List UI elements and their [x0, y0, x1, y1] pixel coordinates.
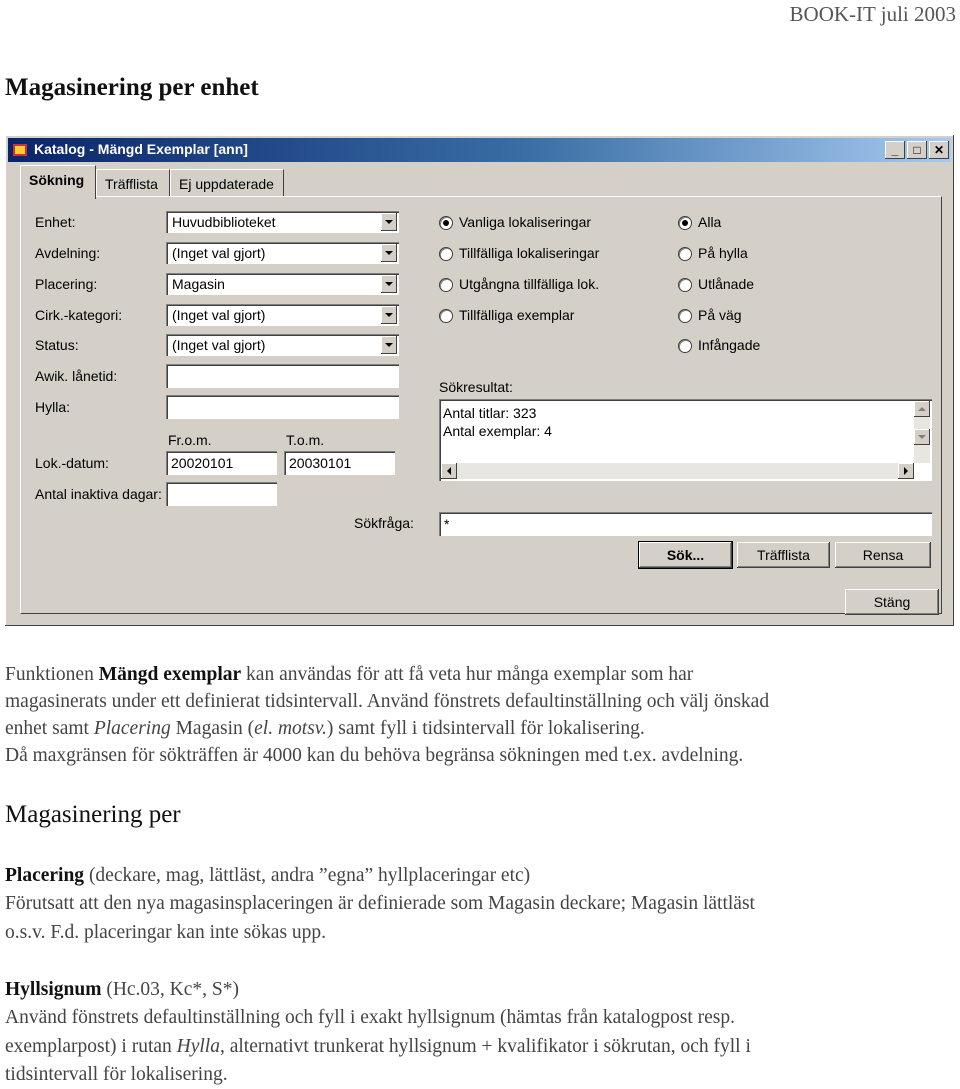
para2-line1 — [5, 861, 955, 890]
from-date-input[interactable]: 20020101 — [166, 451, 277, 475]
tom-date-input[interactable]: 20030101 — [284, 451, 395, 475]
radio-tillfalliga-ex[interactable] — [439, 309, 453, 323]
para3-line2: Använd fönstrets defaultinställning och fyll i exakt hyllsignum (hämtas från katalogpost resp. — [5, 1007, 736, 1028]
close-button[interactable]: Stäng — [845, 589, 939, 615]
avdelning-value: (Inget val gjort) — [172, 245, 266, 261]
result-label: Sökresultat: — [439, 379, 513, 395]
radio-infangade[interactable] — [678, 339, 692, 353]
text: kan användas för att få veta hur många exemplar som har — [241, 664, 694, 685]
cirk-select[interactable] — [166, 304, 399, 326]
bold-text: Placering — [5, 865, 85, 886]
text: enhet samt — [5, 718, 94, 739]
radio-tillfalliga-lok-label: Tillfälliga lokaliseringar — [459, 245, 600, 261]
avdelning-select[interactable] — [166, 242, 399, 264]
radio-tillfalliga-lok[interactable] — [439, 247, 453, 261]
italic-text: Hylla — [176, 1036, 220, 1057]
tom-label: T.o.m. — [286, 432, 325, 448]
awik-input[interactable] — [166, 364, 399, 388]
radio-alla[interactable] — [678, 216, 692, 230]
chevron-down-icon[interactable] — [381, 213, 397, 231]
radio-utgangna-label: Utgångna tillfälliga lok. — [459, 276, 600, 292]
placering-select[interactable] — [166, 273, 399, 295]
text: (Hc.03, Kc*, S*) — [101, 979, 240, 1000]
cirk-label: Cirk.-kategori: — [35, 307, 123, 323]
text: , alternativt trunkerat hyllsignum + kvalifikator i sökrutan, och fyll i — [219, 1036, 751, 1057]
radio-tillfalliga-ex-label: Tillfälliga exemplar — [459, 307, 575, 323]
hits-button[interactable]: Träfflista — [737, 542, 830, 568]
para2-line3: o.s.v. F.d. placeringar kan inte sökas upp. — [5, 922, 327, 943]
radio-pa-vag[interactable] — [678, 309, 692, 323]
enhet-label: Enhet: — [35, 214, 76, 230]
status-value: (Inget val gjort) — [172, 337, 266, 353]
bold-text: Hyllsignum — [5, 979, 102, 1000]
clear-button[interactable]: Rensa — [835, 542, 931, 568]
minimize-icon[interactable]: _ — [885, 141, 905, 159]
italic-text: Placering — [93, 718, 171, 739]
hylla-input[interactable] — [166, 395, 399, 419]
horizontal-scrollbar[interactable] — [441, 463, 914, 479]
radio-infangade-label: Infångade — [698, 337, 761, 353]
page-header: BOOK-IT juli 2003 — [789, 2, 956, 26]
para3-line3 — [5, 1032, 955, 1061]
result-titles: Antal titlar: 323 — [443, 405, 537, 421]
window-title: Katalog - Mängd Exemplar [ann] — [34, 141, 248, 157]
search-panel — [20, 196, 942, 614]
radio-utlanade[interactable] — [678, 278, 692, 292]
inaktiva-input[interactable] — [166, 482, 277, 506]
cirk-value: (Inget val gjort) — [172, 307, 266, 323]
inaktiva-label: Antal inaktiva dagar: — [35, 486, 162, 502]
awik-label: Awik. lånetid: — [35, 368, 118, 384]
scroll-up-icon[interactable] — [914, 401, 930, 417]
enhet-select[interactable] — [166, 211, 399, 233]
result-box — [439, 399, 932, 481]
para1-line2: magasinerats under ett definierat tidsintervall. Använd fönstrets defaultinställning och välj önskad — [5, 691, 770, 712]
hylla-label: Hylla: — [35, 399, 71, 415]
tab-ej-uppdaterade[interactable]: Ej uppdaterade — [170, 169, 284, 197]
query-input[interactable]: * — [439, 512, 932, 536]
scroll-left-icon[interactable] — [441, 463, 457, 479]
text: (deckare, mag, lättläst, andra ”egna” hyllplaceringar etc) — [84, 865, 531, 886]
para3-line1 — [5, 975, 955, 1004]
tab-trafflista[interactable]: Träfflista — [96, 169, 170, 197]
para2-line2: Förutsatt att den nya magasinsplaceringen är definierade som Magasin deckare; Magasin lättläst — [5, 893, 755, 914]
close-icon[interactable]: ✕ — [929, 141, 949, 159]
catalog-window — [4, 134, 955, 627]
status-label: Status: — [35, 337, 79, 353]
section-title: Magasinering per enhet — [5, 74, 259, 101]
window-titlebar — [8, 138, 951, 162]
chevron-down-icon[interactable] — [381, 336, 397, 354]
query-label-text: Sökfråga: — [354, 515, 414, 531]
placering-value: Magasin — [172, 276, 225, 292]
radio-utgangna[interactable] — [439, 278, 453, 292]
bold-text: Mängd exemplar — [98, 664, 242, 685]
radio-pa-hylla[interactable] — [678, 247, 692, 261]
chevron-down-icon[interactable] — [381, 306, 397, 324]
radio-pa-hylla-label: På hylla — [698, 245, 748, 261]
text: exemplarpost) i rutan — [5, 1036, 177, 1057]
para1-line4: Då maxgränsen för sökträffen är 4000 kan du behöva begränsa sökningen med t.ex. avdelning. — [5, 745, 744, 766]
enhet-value: Huvudbiblioteket — [172, 214, 276, 230]
para3-line4: tidsintervall för lokalisering. — [5, 1064, 228, 1085]
radio-vanliga-label: Vanliga lokaliseringar — [459, 214, 592, 230]
radio-vanliga[interactable] — [439, 216, 453, 230]
radio-pa-vag-label: På väg — [698, 307, 742, 323]
search-button[interactable]: Sök... — [639, 542, 732, 568]
radio-utlanade-label: Utlånade — [698, 276, 755, 292]
result-copies: Antal exemplar: 4 — [443, 423, 552, 439]
maximize-icon[interactable]: □ — [907, 141, 927, 159]
text: Funktionen — [5, 664, 99, 685]
italic-text: el. motsv. — [254, 718, 327, 739]
section2-title: Magasinering per — [5, 801, 181, 828]
text: Magasin ( — [170, 718, 255, 739]
para1-line1 — [5, 660, 955, 689]
para1-line3 — [5, 714, 955, 743]
chevron-down-icon[interactable] — [381, 275, 397, 293]
app-icon — [12, 142, 28, 158]
avdelning-label: Avdelning: — [35, 245, 101, 261]
placering-label: Placering: — [35, 276, 98, 292]
scroll-down-icon[interactable] — [914, 429, 930, 445]
radio-alla-label: Alla — [698, 214, 722, 230]
chevron-down-icon[interactable] — [381, 244, 397, 262]
scroll-right-icon[interactable] — [898, 463, 914, 479]
lokdatum-label: Lok.-datum: — [35, 455, 109, 471]
text: ) samt fyll i tidsintervall för lokalisering. — [326, 718, 645, 739]
from-label: Fr.o.m. — [168, 432, 212, 448]
tab-sokning[interactable]: Sökning — [20, 165, 96, 199]
status-select[interactable] — [166, 334, 399, 356]
